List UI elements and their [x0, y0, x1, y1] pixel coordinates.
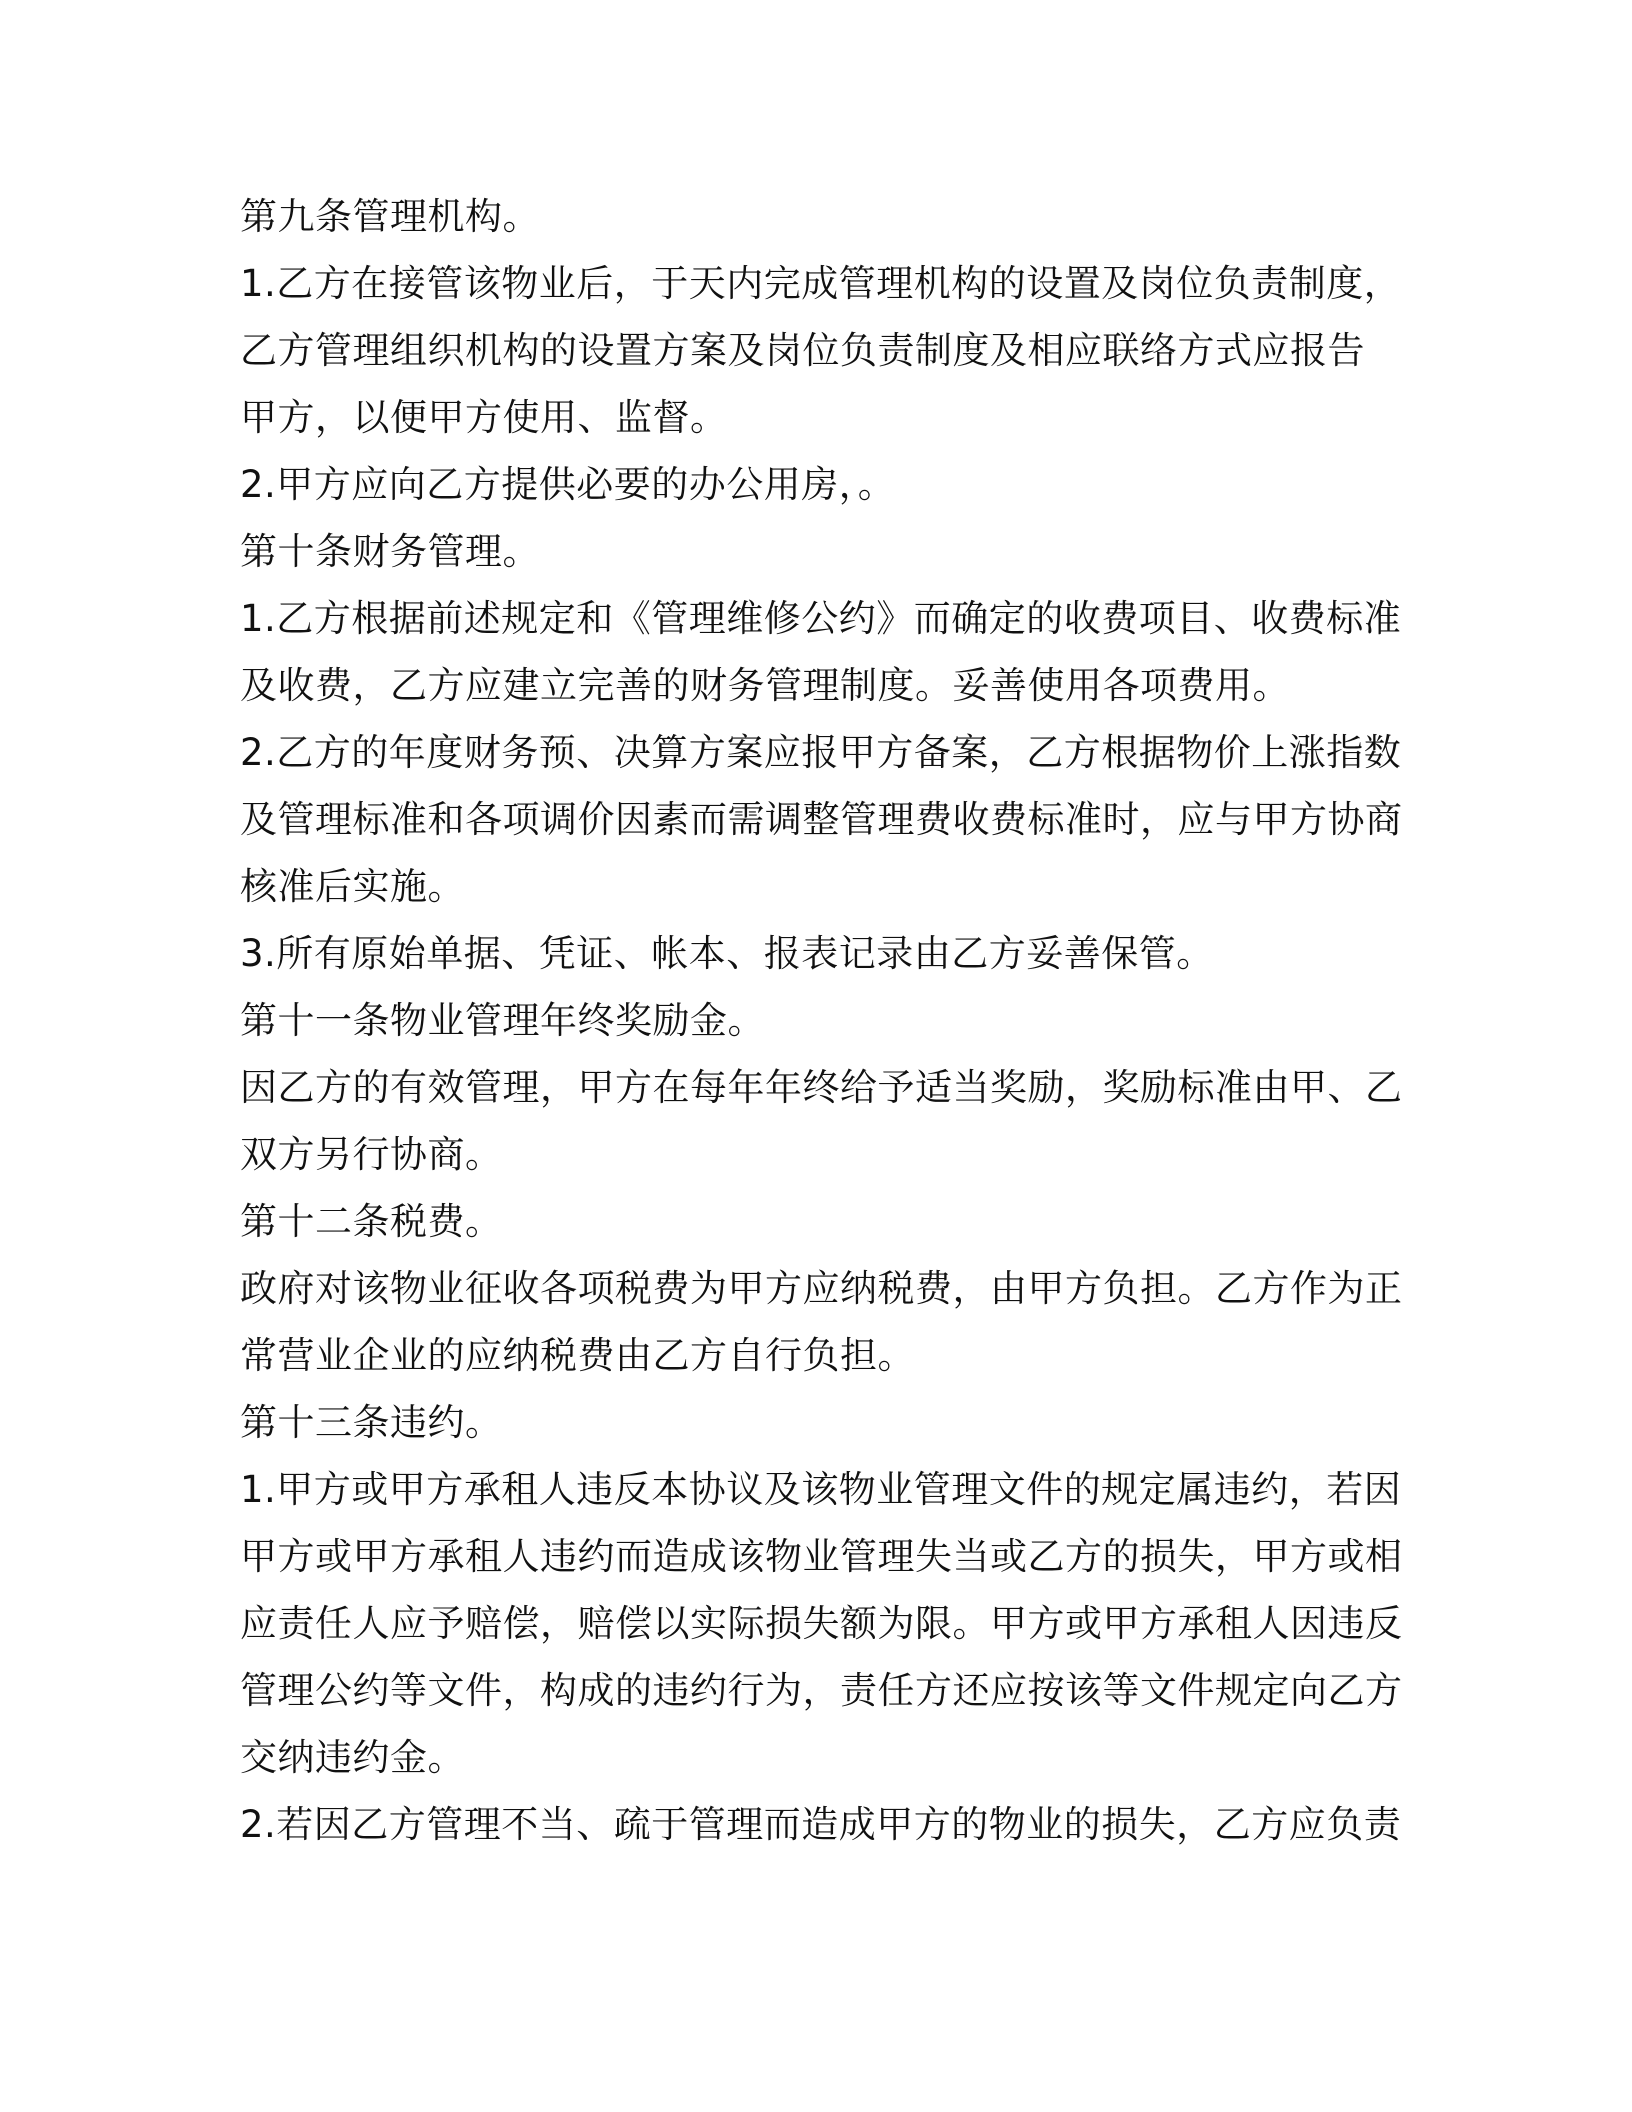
article-13-clause-1-line-3: 应责任人应予赔偿，赔偿以实际损失额为限。甲方或甲方承租人因违反: [240, 1602, 1403, 1645]
article-10-clause-1-line-1: 1.乙方根据前述规定和《管理维修公约》而确定的收费项目、收费标准: [240, 597, 1402, 640]
article-10-clause-1-line-2: 及收费，乙方应建立完善的财务管理制度。妥善使用各项费用。: [240, 664, 1290, 707]
article-13-clause-1-line-4: 管理公约等文件，构成的违约行为，责任方还应按该等文件规定向乙方: [240, 1669, 1403, 1712]
article-12-heading: 第十二条税费。: [240, 1200, 503, 1243]
article-10-clause-3: 3.所有原始单据、凭证、帐本、报表记录由乙方妥善保管。: [240, 932, 1214, 975]
article-11-body-line-1: 因乙方的有效管理，甲方在每年年终给予适当奖励，奖励标准由甲、乙: [240, 1066, 1403, 1109]
article-13-heading: 第十三条违约。: [240, 1401, 503, 1444]
document-body: [240, 183, 1403, 1858]
article-9-clause-1-line-2: 乙方管理组织机构的设置方案及岗位负责制度及相应联络方式应报告: [240, 329, 1365, 372]
article-9-clause-1-line-3: 甲方，以便甲方使用、监督。: [240, 396, 728, 439]
article-13-clause-1-line-1: 1.甲方或甲方承租人违反本协议及该物业管理文件的规定属违约，若因: [240, 1468, 1402, 1511]
article-10-clause-2-line-2: 及管理标准和各项调价因素而需调整管理费收费标准时，应与甲方协商: [240, 798, 1403, 841]
article-13-clause-1-line-2: 甲方或甲方承租人违约而造成该物业管理失当或乙方的损失，甲方或相: [240, 1535, 1403, 1578]
article-13-clause-1-line-5: 交纳违约金。: [240, 1736, 465, 1779]
article-9-clause-1-line-1: 1.乙方在接管该物业后，于天内完成管理机构的设置及岗位负责制度，: [240, 262, 1402, 305]
article-13-clause-2-line-1: 2.若因乙方管理不当、疏于管理而造成甲方的物业的损失，乙方应负责: [240, 1803, 1402, 1846]
article-11-body-line-2: 双方另行协商。: [240, 1133, 503, 1176]
article-9-clause-2: 2.甲方应向乙方提供必要的办公用房，。: [240, 463, 896, 506]
article-10-clause-2-line-1: 2.乙方的年度财务预、决算方案应报甲方备案，乙方根据物价上涨指数: [240, 731, 1402, 774]
article-10-clause-2-line-3: 核准后实施。: [240, 865, 465, 908]
article-10-heading: 第十条财务管理。: [240, 530, 540, 573]
article-11-heading: 第十一条物业管理年终奖励金。: [240, 999, 765, 1042]
article-12-body-line-1: 政府对该物业征收各项税费为甲方应纳税费，由甲方负担。乙方作为正: [240, 1267, 1403, 1310]
article-12-body-line-2: 常营业企业的应纳税费由乙方自行负担。: [240, 1334, 915, 1377]
article-9-heading: 第九条管理机构。: [240, 195, 540, 238]
